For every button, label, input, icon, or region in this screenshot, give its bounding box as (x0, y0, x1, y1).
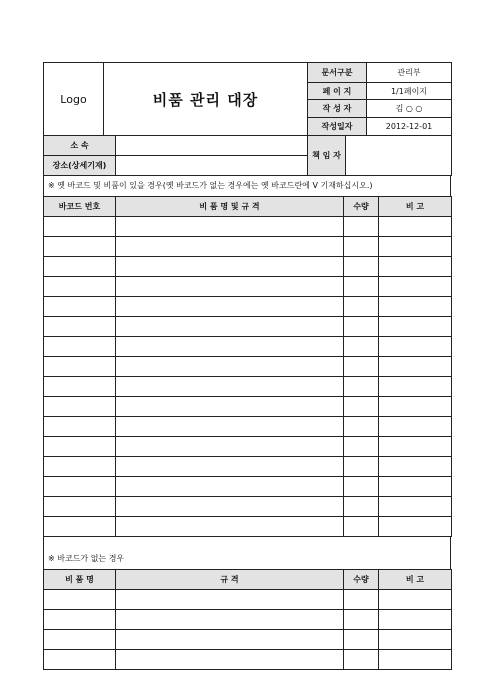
meta-value-page: 1/1페이지 (367, 83, 452, 100)
table-cell[interactable] (379, 517, 452, 537)
section2-note: ※ 바코드가 없는 경우 (43, 549, 451, 569)
table-cell[interactable] (379, 590, 452, 610)
column-header-remarks: 비 고 (379, 197, 452, 217)
table-cell[interactable] (344, 297, 379, 317)
manager-field[interactable] (346, 136, 452, 176)
column-header-quantity: 수량 (344, 197, 379, 217)
table-row (44, 337, 452, 357)
affiliation-field[interactable] (116, 136, 308, 156)
table-cell[interactable] (116, 377, 344, 397)
table-row (44, 257, 452, 277)
table-row (44, 417, 452, 437)
table-cell[interactable] (116, 297, 344, 317)
table-cell[interactable] (116, 337, 344, 357)
table-cell[interactable] (379, 257, 452, 277)
table-row (44, 437, 452, 457)
meta-value-author: 김 ○ ○ (367, 100, 452, 118)
table-cell[interactable] (379, 237, 452, 257)
column-header-remarks: 비 고 (379, 570, 452, 590)
table-cell[interactable] (379, 610, 452, 630)
table-cell[interactable] (44, 417, 116, 437)
table-cell[interactable] (379, 650, 452, 670)
column-header-item-name: 비 품 명 (44, 570, 116, 590)
document-header (43, 62, 452, 136)
table-cell[interactable] (116, 217, 344, 237)
manager-label: 책 임 자 (308, 136, 346, 176)
table-cell[interactable] (344, 650, 379, 670)
table-cell[interactable] (379, 417, 452, 437)
table-cell[interactable] (379, 357, 452, 377)
table-cell[interactable] (344, 357, 379, 377)
table-cell[interactable] (344, 337, 379, 357)
table-cell[interactable] (379, 317, 452, 337)
table-row (44, 497, 452, 517)
table-cell[interactable] (44, 397, 116, 417)
table-row (44, 397, 452, 417)
table-cell[interactable] (344, 630, 379, 650)
table-cell[interactable] (44, 437, 116, 457)
table-cell[interactable] (344, 237, 379, 257)
table-cell[interactable] (344, 377, 379, 397)
table-cell[interactable] (116, 497, 344, 517)
table-cell[interactable] (344, 217, 379, 237)
meta-label-author: 작 성 자 (308, 100, 367, 118)
table-row (44, 277, 452, 297)
table-cell[interactable] (344, 477, 379, 497)
logo: Logo (44, 63, 104, 136)
table-cell[interactable] (379, 297, 452, 317)
table-cell[interactable] (344, 417, 379, 437)
table-cell[interactable] (379, 397, 452, 417)
table-row (44, 650, 452, 670)
table-cell[interactable] (379, 437, 452, 457)
table-cell[interactable] (116, 257, 344, 277)
table-cell[interactable] (344, 257, 379, 277)
table-cell[interactable] (44, 217, 116, 237)
table-cell[interactable] (116, 357, 344, 377)
meta-label-doc-type: 문서구분 (308, 63, 367, 83)
table-cell[interactable] (116, 610, 344, 630)
table-row (44, 297, 452, 317)
table-row (44, 630, 452, 650)
table-cell[interactable] (379, 497, 452, 517)
table-cell[interactable] (379, 477, 452, 497)
table-cell[interactable] (116, 237, 344, 257)
section1-note: ※ 옛 바코드 및 비품이 있을 경우(옛 바코드가 없는 경우에는 옛 바코드란에 V 기재하십시오.) (43, 176, 451, 196)
table-cell[interactable] (44, 237, 116, 257)
meta-label-date: 작성일자 (308, 118, 367, 136)
table-cell[interactable] (116, 457, 344, 477)
table-cell[interactable] (44, 610, 116, 630)
table-cell[interactable] (344, 610, 379, 630)
table-cell[interactable] (344, 590, 379, 610)
document-title: 비품 관리 대장 (104, 63, 308, 136)
table-cell[interactable] (344, 437, 379, 457)
table-cell[interactable] (344, 517, 379, 537)
table-cell[interactable] (44, 457, 116, 477)
table-cell[interactable] (44, 377, 116, 397)
table-cell[interactable] (344, 397, 379, 417)
table-cell[interactable] (344, 277, 379, 297)
table-cell[interactable] (344, 457, 379, 477)
table-cell[interactable] (44, 337, 116, 357)
table-cell[interactable] (344, 497, 379, 517)
table-row (44, 517, 452, 537)
location-field[interactable] (116, 156, 308, 176)
table-cell[interactable] (44, 297, 116, 317)
table-row (44, 377, 452, 397)
column-header-barcode: 바코드 번호 (44, 197, 116, 217)
table-cell[interactable] (344, 317, 379, 337)
info-table (43, 135, 452, 176)
table-cell[interactable] (116, 477, 344, 497)
table-cell[interactable] (44, 317, 116, 337)
table-cell[interactable] (379, 377, 452, 397)
table-cell[interactable] (116, 397, 344, 417)
table-cell[interactable] (44, 517, 116, 537)
column-header-item-spec: 비 품 명 및 규 격 (116, 197, 344, 217)
column-header-spec: 규 격 (116, 570, 344, 590)
table-cell[interactable] (116, 630, 344, 650)
table-cell[interactable] (44, 277, 116, 297)
table-cell[interactable] (44, 257, 116, 277)
barcode-items-table (43, 196, 452, 537)
table-row (44, 317, 452, 337)
table-cell[interactable] (379, 217, 452, 237)
table-row (44, 217, 452, 237)
affiliation-label: 소 속 (44, 136, 116, 156)
table-cell[interactable] (44, 650, 116, 670)
table-cell[interactable] (116, 517, 344, 537)
table-cell[interactable] (379, 337, 452, 357)
table-row (44, 357, 452, 377)
meta-value-doc-type: 관리부 (367, 63, 452, 83)
meta-label-page: 페 이 지 (308, 83, 367, 100)
table-cell[interactable] (116, 590, 344, 610)
table-cell[interactable] (379, 277, 452, 297)
table-cell[interactable] (44, 497, 116, 517)
table-cell[interactable] (44, 590, 116, 610)
table-cell[interactable] (116, 277, 344, 297)
column-header-quantity: 수량 (344, 570, 379, 590)
meta-value-date: 2012-12-01 (367, 118, 452, 136)
table-cell[interactable] (116, 417, 344, 437)
document-page (43, 62, 451, 636)
table-row (44, 457, 452, 477)
no-barcode-items-table (43, 569, 452, 670)
table-row (44, 477, 452, 497)
table-cell[interactable] (44, 357, 116, 377)
table-row (44, 237, 452, 257)
table-cell[interactable] (379, 630, 452, 650)
table-cell[interactable] (44, 630, 116, 650)
table-row (44, 590, 452, 610)
table-row (44, 610, 452, 630)
table-cell[interactable] (116, 437, 344, 457)
table-cell[interactable] (379, 457, 452, 477)
table-cell[interactable] (116, 317, 344, 337)
location-label: 장소(상세기재) (44, 156, 116, 176)
table-cell[interactable] (44, 477, 116, 497)
table-cell[interactable] (116, 650, 344, 670)
section-spacer (43, 537, 451, 549)
